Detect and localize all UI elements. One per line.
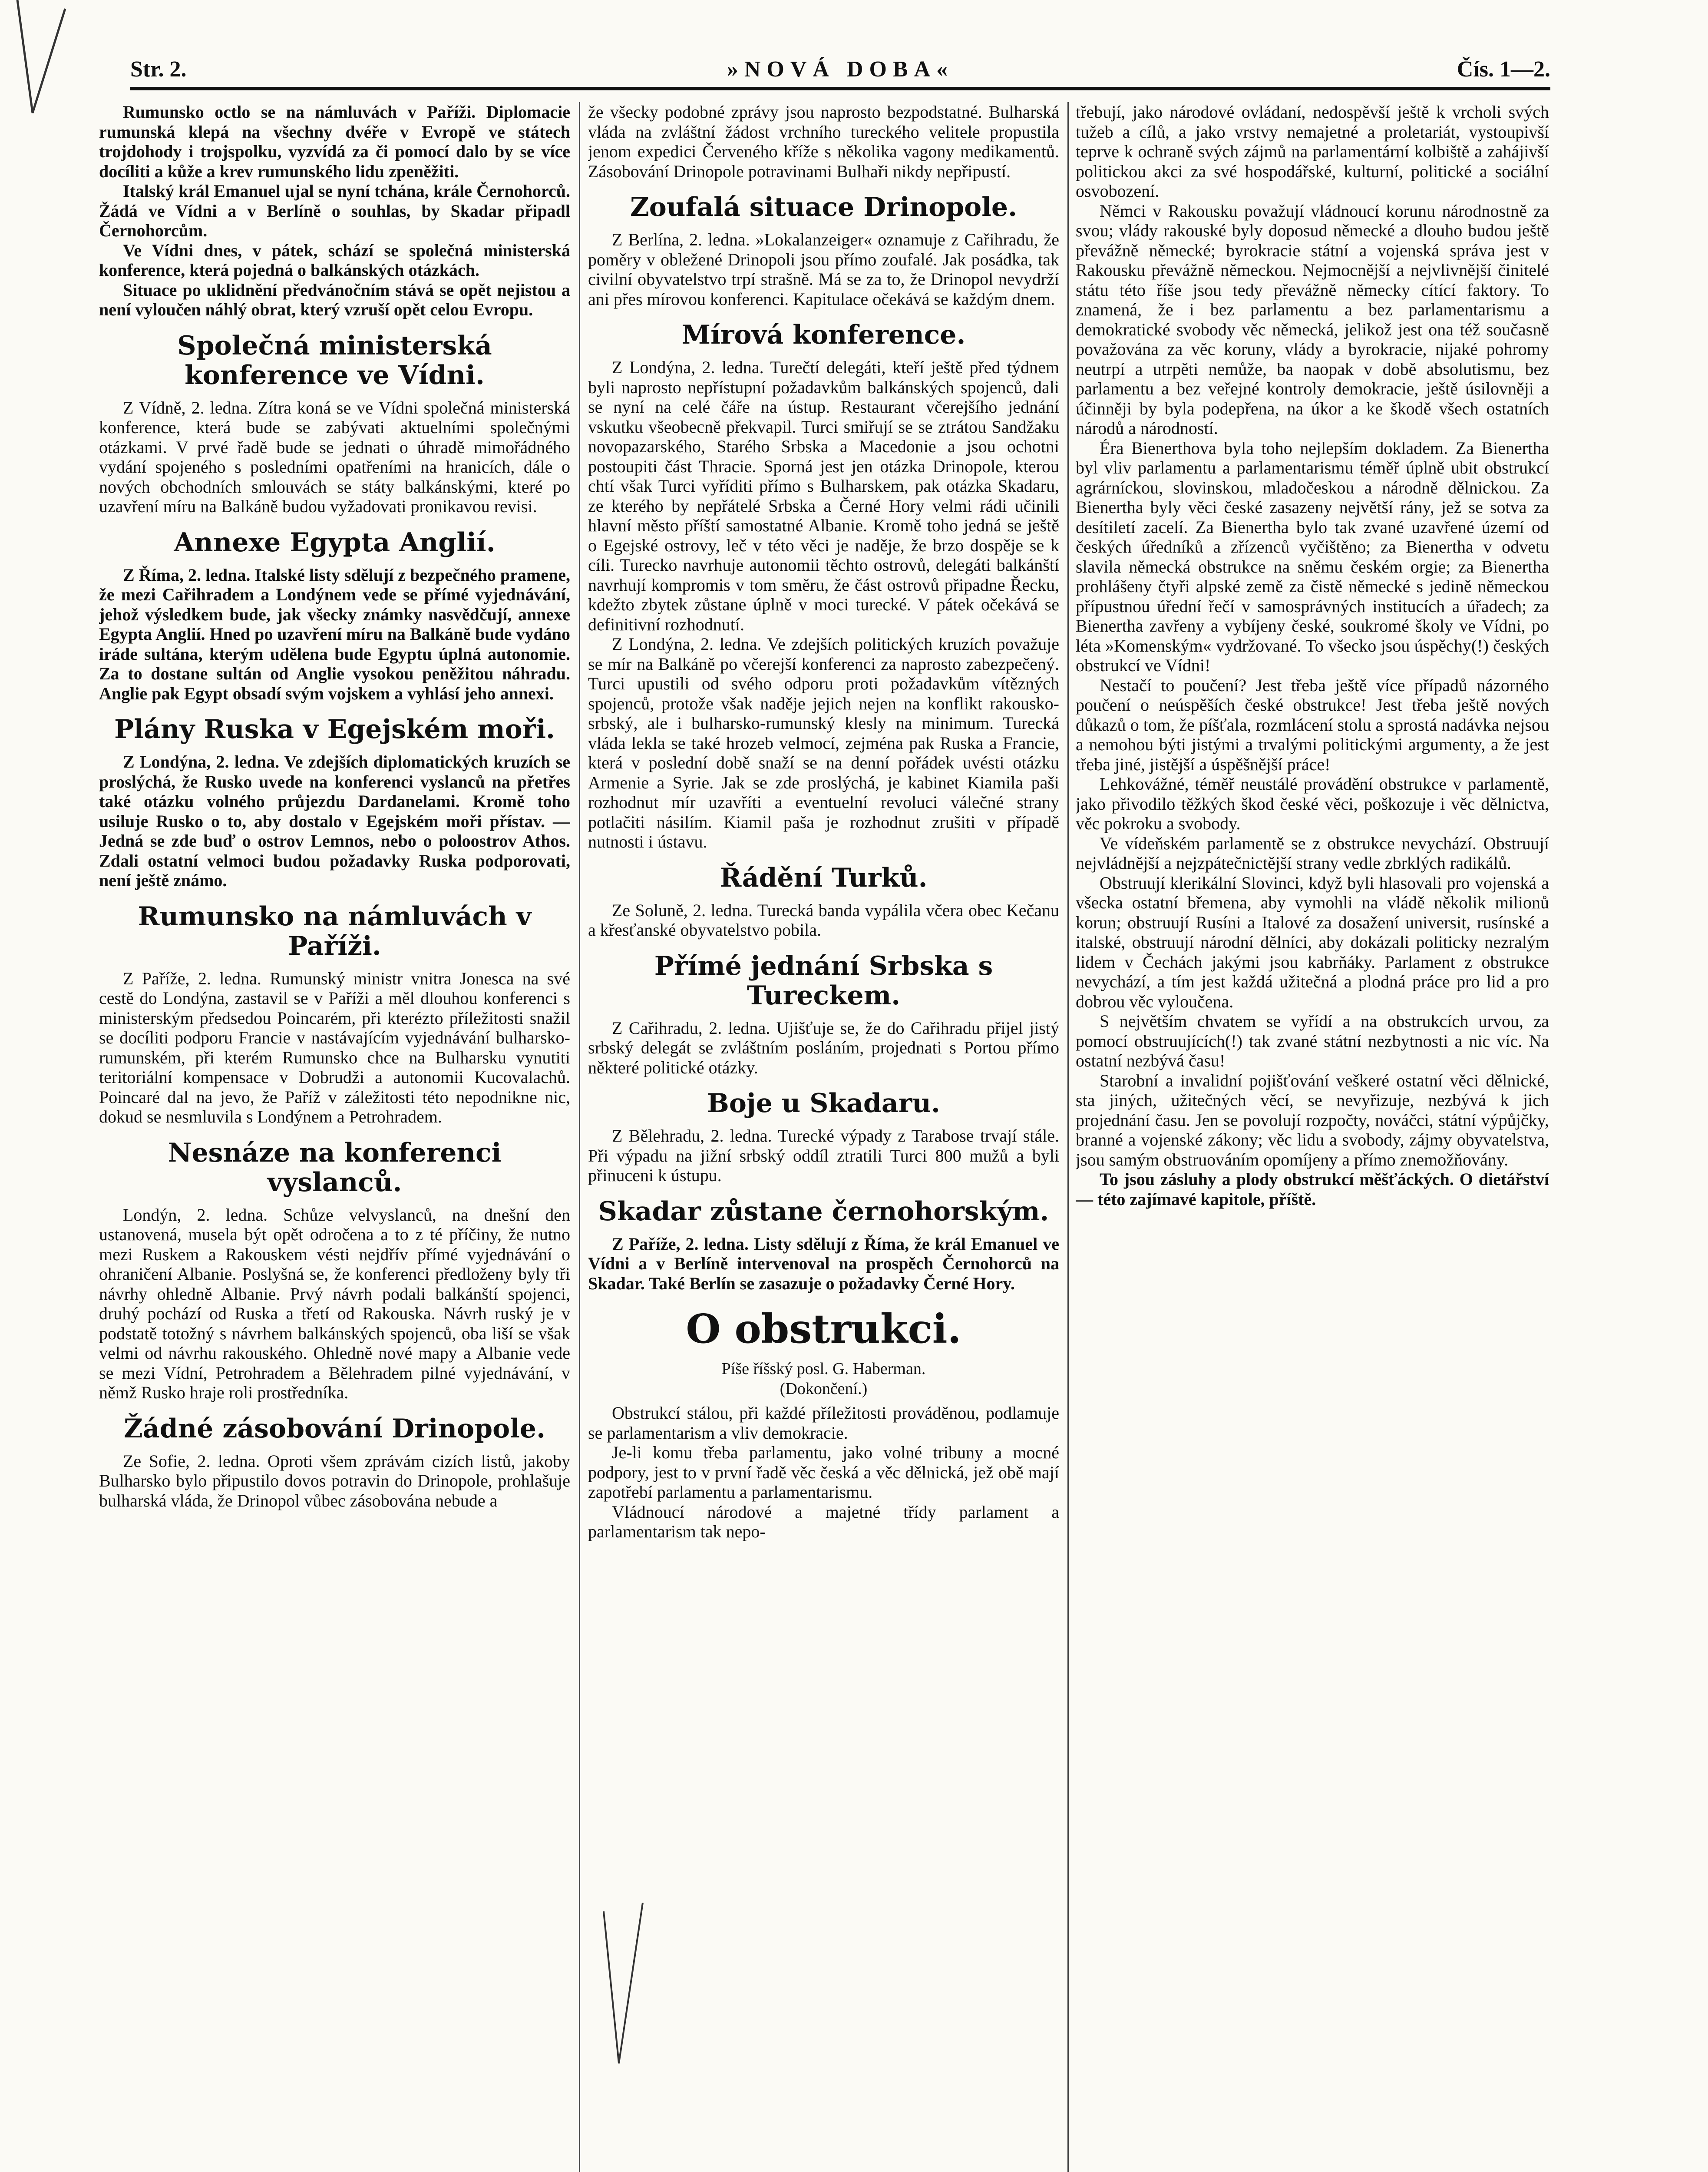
issue-number: Čís. 1—2. (1457, 57, 1550, 82)
article-paragraph: Vládnoucí národové a majetné třídy parlament a parlamentarism tak nepo- (588, 1502, 1059, 1541)
article-paragraph: Londýn, 2. ledna. Schůze velvyslanců, na dnešní den ustanovená, musela být opět odročena a to z té příčiny, že nutno mezi Ruskem a Rakouskem vésti nejdřív přímé vyjednávání o ohraničení Albanie. Poslyšná se, že konferenci předloženy byly tři návrhy ohledně Albanie. Prvý návrh podali balkánští spojenci, druhý pochází od Ruska a třetí od Rakouska. Návrh ruský je v podstatě totožný s návrhem balkánských spojenců, oba liší se však velmi od návrhu rakouského. Ohledně nové mapy a Albanie vede se mezi Vídní, Petrohradem a Bělehradem pilné vyjednávání, v němž Rusko hraje roli prostředníka. (99, 1205, 570, 1402)
article-paragraph: Ze Sofie, 2. ledna. Oproti všem zprávám cizích listů, jakoby Bulharsko bylo připustilo dovos potravin do Drinopole, prohlašuje bulharská vláda, že Drinopol vůbec zásobována nebude a (99, 1451, 570, 1510)
headline-ministerska: Společná ministerská konference ve Vídni. (177, 330, 492, 391)
article-paragraph: Je-li komu třeba parlamentu, jako volné tribuny a mocné podpory, jest to v první řadě věc česká a věc dělnická, jež obě mají zapotřebí parlamentu a parlamentarismu. (588, 1443, 1059, 1502)
article-paragraph: Z Bělehradu, 2. ledna. Turecké výpady z Tarabose trvají stále. Při výpadu na jižní srbský oddíl ztratili Turci 800 mužů a byli přinuceni k ústupu. (588, 1126, 1059, 1185)
article-paragraph: třebují, jako národové ovládaní, nedospěvší ještě k vrcholi svých tužeb a cílů, a jako vrstvy nemajetné a proletariát, vystoupivší teprve k ochraně svých zájmů na parlamentární kolbiště a zahájivší politickou akci za své hospodářské, kulturní, politické a sociální osvobození. (1076, 102, 1549, 201)
article-paragraph: Z Londýna, 2. ledna. Ve zdejších politických kruzích považuje se mír na Balkáně po včerejší konferenci za naprosto zabezpečený. Turci upustili od svého odporu proti požadavkům vítězných spojenců, protože však naděje jejich nejen na konflikt rakousko-srbský, ale i bulharsko-rumunský klesly na minimum. Turecká vláda lekla se také hrozeb velmocí, zejména pak Ruska a Francie, která v poslední době snaží se na denní pořádek uvésti otázku Armenie a Syrie. Jak se zde proslýchá, je kabinet Kiamila paši rozhodnut mír uzavříti a eventuelní revoluci válečné strany potlačiti násilím. Kiamil paša je rozhodnut zrušiti v případě nutnosti i ústavu. (588, 634, 1059, 851)
article-paragraph: Z Říma, 2. ledna. Italské listy sdělují z bezpečného pramene, že mezi Cařihradem a Londýnem vede se přímé vyjednávání, jehož výsledkem bude, jak všecky známky nasvědčují, annexe Egypta Anglií. Hned po uzavření míru na Balkáně bude vydáno iráde sultána, kterým udělena bude Egyptu úplná autonomie. Za to dostane sultán od Anglie vysokou peněžitou náhradu. Anglie pak Egypt obsadí svým vojskem a vyhlásí jeho annexi. (99, 565, 570, 703)
article-paragraph: Obstruují klerikální Slovinci, když byli hlasovali pro vojenská a všecka ostatní břemena, aby vymohli na vládě několik milionů korun; obstruují Rusíni a Italové za dosažení universit, rusínské a italské, obstruují národní dělníci, aby dokázali politicky nezralým lidem v Čechách jakými jsou kabrňáky. Parlament z obstrukce nevychází, a tím jest každá užitečná a plodná práce pro lid a pro dobrou věc vyloučena. (1076, 873, 1549, 1011)
headline-nesnaze: Nesnáze na konferenci vyslanců. (168, 1137, 502, 1198)
column-1 (99, 102, 570, 2172)
headline-rumunsko: Rumunsko na námluvách v Paříži. (138, 901, 532, 961)
article-paragraph: že všecky podobné zprávy jsou naprosto bezpodstatné. Bulharská vláda na zvláštní žádost vrchního tureckého velitele propustila jenom expedici Červeného kříže s několika vagony medikamentů. Zásobování Drinopole potravinami Bulhaři nikdy nepřipustí. (588, 102, 1059, 181)
lead-paragraph: Ve Vídni dnes, v pátek, schází se společná ministerská konference, která pojedná o balkánských otázkách. (99, 240, 570, 280)
article-paragraph: Z Cařihradu, 2. ledna. Ujišťuje se, že do Cařihradu přijel jistý srbský delegát se zvláštním posláním, projednati s Portou přímo některé politické otázky. (588, 1018, 1059, 1077)
article-paragraph: Éra Bienerthova byla toho nejlepším dokladem. Za Bienertha byl vliv parlamentu a parlamentarismu téměř úplně ubit obstrukcí agrárníckou, slovinskou, mladočeskou a národně dělnickou. Za Bienertha byly věci české zasazeny největší rány, jež se sotva za desítiletí zacelí. Za Bienertha bylo tak zvané uzavřené území od českých úředníků a zřízenců vyčištěno; za Bienertha v odvetu slavila německá obstrukce na sněmu českém orgie; za Bienertha prohlášeny čtyři alpské země za čistě německé s jedině německou přípustnou úřední řečí v samosprávných institucích a úřadech; za Bienertha zavřeny a vybíjeny české, soukromé školy ve Vídni, po léta »Komenským« vydržované. To všecko jsou úspěchy(!) českých obstrukcí ve Vídni! (1076, 438, 1549, 675)
article-paragraph: Z Londýna, 2. ledna. Ve zdejších diplomatických kruzích se proslýchá, že Rusko uvede na konferenci vyslanců na přetřes také otázku volného průjezdu Dardanelami. Kromě toho usiluje Rusko o to, aby dostalo v Egejském moři přístav. — Jedná se zde buď o ostrov Lemnos, nebo o poloostrov Athos. Zdali ostatní velmoci budou požadavky Ruska podporovati, není ještě známo. (99, 752, 570, 890)
headline-mirova: Mírová konference. (681, 320, 966, 350)
masthead: »NOVÁ DOBA« (727, 57, 954, 82)
article-paragraph: Nestačí to poučení? Jest třeba ještě více případů názorného poučení o neúspěších české obstrukce! Jest třeba ještě nových důkazů o tom, že píšťala, rozmlácení stolu a sprostá nadávka nejsou a nemohou býti jistými a trvalými politickými argumenty, a že jest třeba jiné, jistější a úspěšnější práce! (1076, 675, 1549, 774)
headline-skadar: Skadar zůstane černohorským. (598, 1196, 1049, 1227)
article-paragraph: Z Berlína, 2. ledna. »Lokalanzeiger« oznamuje z Cařihradu, že poměry v obležené Drinopoli jsou přímo zoufalé. Jak posádka, tak civilní obyvatelstvo trpí strašně. Má se za to, že Drinopol nevydrží ani přes mírovou konferenci. Kapitulace očekává se každým dnem. (588, 230, 1059, 309)
column-3 (1076, 102, 1549, 2172)
headline-zasobovani: Žádné zásobování Drinopole. (124, 1413, 545, 1444)
lead-paragraph: Situace po uklidnění předvánočním stává se opět nejistou a není vyloučen náhlý obrat, který vzruší opět celou Evropu. (99, 280, 570, 319)
headline-situace: Zoufalá situace Drinopole. (630, 192, 1017, 222)
article-paragraph: Z Paříže, 2. ledna. Listy sdělují z Říma, že král Emanuel ve Vídni a v Berlíně intervenoval na prospěch Černohorců na Skadar. Také Berlín se zasazuje o požadavky Černé Hory. (588, 1234, 1059, 1293)
article-paragraph: Ze Soluně, 2. ledna. Turecká banda vypálila včera obec Kečanu a křesťanské obyvatelstvo pobila. (588, 900, 1059, 940)
column-rule (579, 102, 580, 2172)
article-paragraph: Z Vídně, 2. ledna. Zítra koná se ve Vídni společná ministerská konference, která bude se zabývati aktuelními společnými otázkami. V prvé řadě bude se jednati o úhradě mimořádného vydání spojeného s posledními opatřeními na hranicích, dále o nových obchodních smlouvách se státy balkánskými, které po uzavření míru na Balkáně budou vyžadovati pronikavou revisi. (99, 397, 570, 516)
byline: Píše říšský posl. G. Haberman. (721, 1360, 926, 1378)
headline-egypt: Annexe Egypta Anglií. (174, 527, 496, 558)
article-paragraph: Z Paříže, 2. ledna. Rumunský ministr vnitra Jonesca na své cestě do Londýna, zastavil se v Paříži a měl dlouhou konferenci s ministerským předsedou Poincarém, při kterézto příležitosti snažil se docíliti podporu Francie v nastávajícím vyjednávání bulharsko-rumunském, při kterém Rumunsko chce na Bulharsku vynutiti teritoriální kompensace v Dobrudži a autonomii Kucovalachů. Poincaré dal na jevo, že Paříž v záležitosti této nepodnikne nic, dokud se nesmluvila s Londýnem a Petrohradem. (99, 968, 570, 1126)
headline-jednani: Přímé jednání Srbska s Tureckem. (654, 950, 993, 1011)
article-paragraph: Starobní a invalidní pojišťování veškeré ostatní věci dělnické, sta jiných, užitečných věcí, se nevyřizuje, nezbývá k jich projednání času. Jen se povolují rozpočty, nováčci, státní výpůjčky, branné a vojenské zákony; věc lidu a svobody, zájmy obyvatelstva, jsou samým obstruováním opomíjeny a přímo znemožňovány. (1076, 1070, 1549, 1169)
continuation-note: (Dokončení.) (780, 1379, 868, 1398)
page-header (130, 48, 1550, 90)
pencil-mark (599, 1903, 647, 2068)
article-paragraph: Obstrukcí stálou, při každé příležitosti prováděnou, podlamuje se parlamentarism a vliv demokracie. (588, 1403, 1059, 1443)
headline-rusko: Plány Ruska v Egejském moři. (114, 714, 555, 745)
article-paragraph: Lehkovážné, téměř neustálé provádění obstrukce v parlamentě, jako přivodilo těžkých škod české věci, poškozuje i věc dělnictva, věc pokroku a svobody. (1076, 774, 1549, 833)
lead-paragraph: Rumunsko octlo se na námluvách v Paříži. Diplomacie rumunská klepá na všechny dvéře v Evropě ve státech trojdohody i trojspolku, vyzvídá za či pomocí dalo by se více docíliti a kůže a krev rumunského lidu zpeněžiti. (99, 102, 570, 181)
article-paragraph: Němci v Rakousku považují vládnoucí korunu národnostně za svou; vlády rakouské byly doposud německé a dlouho budou ještě převážně německé; byrokracie státní a vojenská správa jest v Rakousku převážně německou. Nejmocnější a nejvlivnější činitelé státu této říše jsou tedy převážně německy cítící faktory. To znamená, že i bez parlamentu a bez parlamentarismu a demokratické svobody věc německá, jelikož jest ona též současně považována za věc koruny, vlády a byrokracie, nijaké pohromy neutrpí a utrpěti nemůže, ba naopak v době absolutismu, bez parlamentu a bez veřejné kontroly demokracie, ještě úsilovněji a účinněji by byla podepřena, na úkor a ke škodě všech ostatních národů a národností. (1076, 201, 1549, 438)
headline-obstrukci: O obstrukci. (686, 1305, 961, 1352)
column-rule (1067, 102, 1069, 2172)
article-paragraph: To jsou zásluhy a plody obstrukcí měšťáckých. O dietářství — této zajímavé kapitole, příště. (1076, 1169, 1549, 1209)
article-paragraph: Ve vídeňském parlamentě se z obstrukce nevychází. Obstruují nejvládnější a nejzpátečnictější strany vedle zbrklých radikálů. (1076, 833, 1549, 873)
article-paragraph: Z Londýna, 2. ledna. Turečtí delegáti, kteří ještě před týdnem byli naprosto nepřístupní požadavkům balkánských spojenců, dali se nyní na celé čáře na ústup. Restaurant včerejšího jednání vskutku všeobecně překvapil. Turci smiřují se se ztrátou Sandžaku novopazarského, Starého Srbska a Macedonie a jsou ochotni postoupiti část Thracie. Sporná jest jen otázka Drinopole, kterou chtí však Turci vyříditi přímo s Bulharskem, pak otázka Skadaru, ze kterého by nepřátelé Srbska a Černé Hory velmi rádi učinili hlavní město příští samostatné Albanie. Kromě toho jedná se ještě o Egejské ostrovy, leč v této věci je naděje, že brzo dospěje se k cíli. Turecko navrhuje autonomii těchto ostrovů, delegáti balkánští navrhují kompromis v tom směru, že část ostrovů připadne Řecku, kdežto zbytek zůstane úplně v moci turecké. V pátek očekává se definitivní rozhodnutí. (588, 358, 1059, 634)
pencil-mark (9, 0, 69, 130)
article-paragraph: S největším chvatem se vyřídí a na obstrukcích urvou, za pomocí obstruujících(!) tak zvané státní nezbytnosti a nic víc. Na ostatní nezbývá času! (1076, 1011, 1549, 1070)
headline-boje: Boje u Skadaru. (707, 1088, 940, 1119)
headline-radeni: Řádění Turků. (720, 862, 928, 893)
lead-paragraph: Italský král Emanuel ujal se nyní tchána, krále Černohorců. Žádá ve Vídni a v Berlíně o souhlas, by Skadar připadl Černohorcům. (99, 181, 570, 240)
column-2 (588, 102, 1059, 2172)
page-number: Str. 2. (130, 57, 187, 82)
